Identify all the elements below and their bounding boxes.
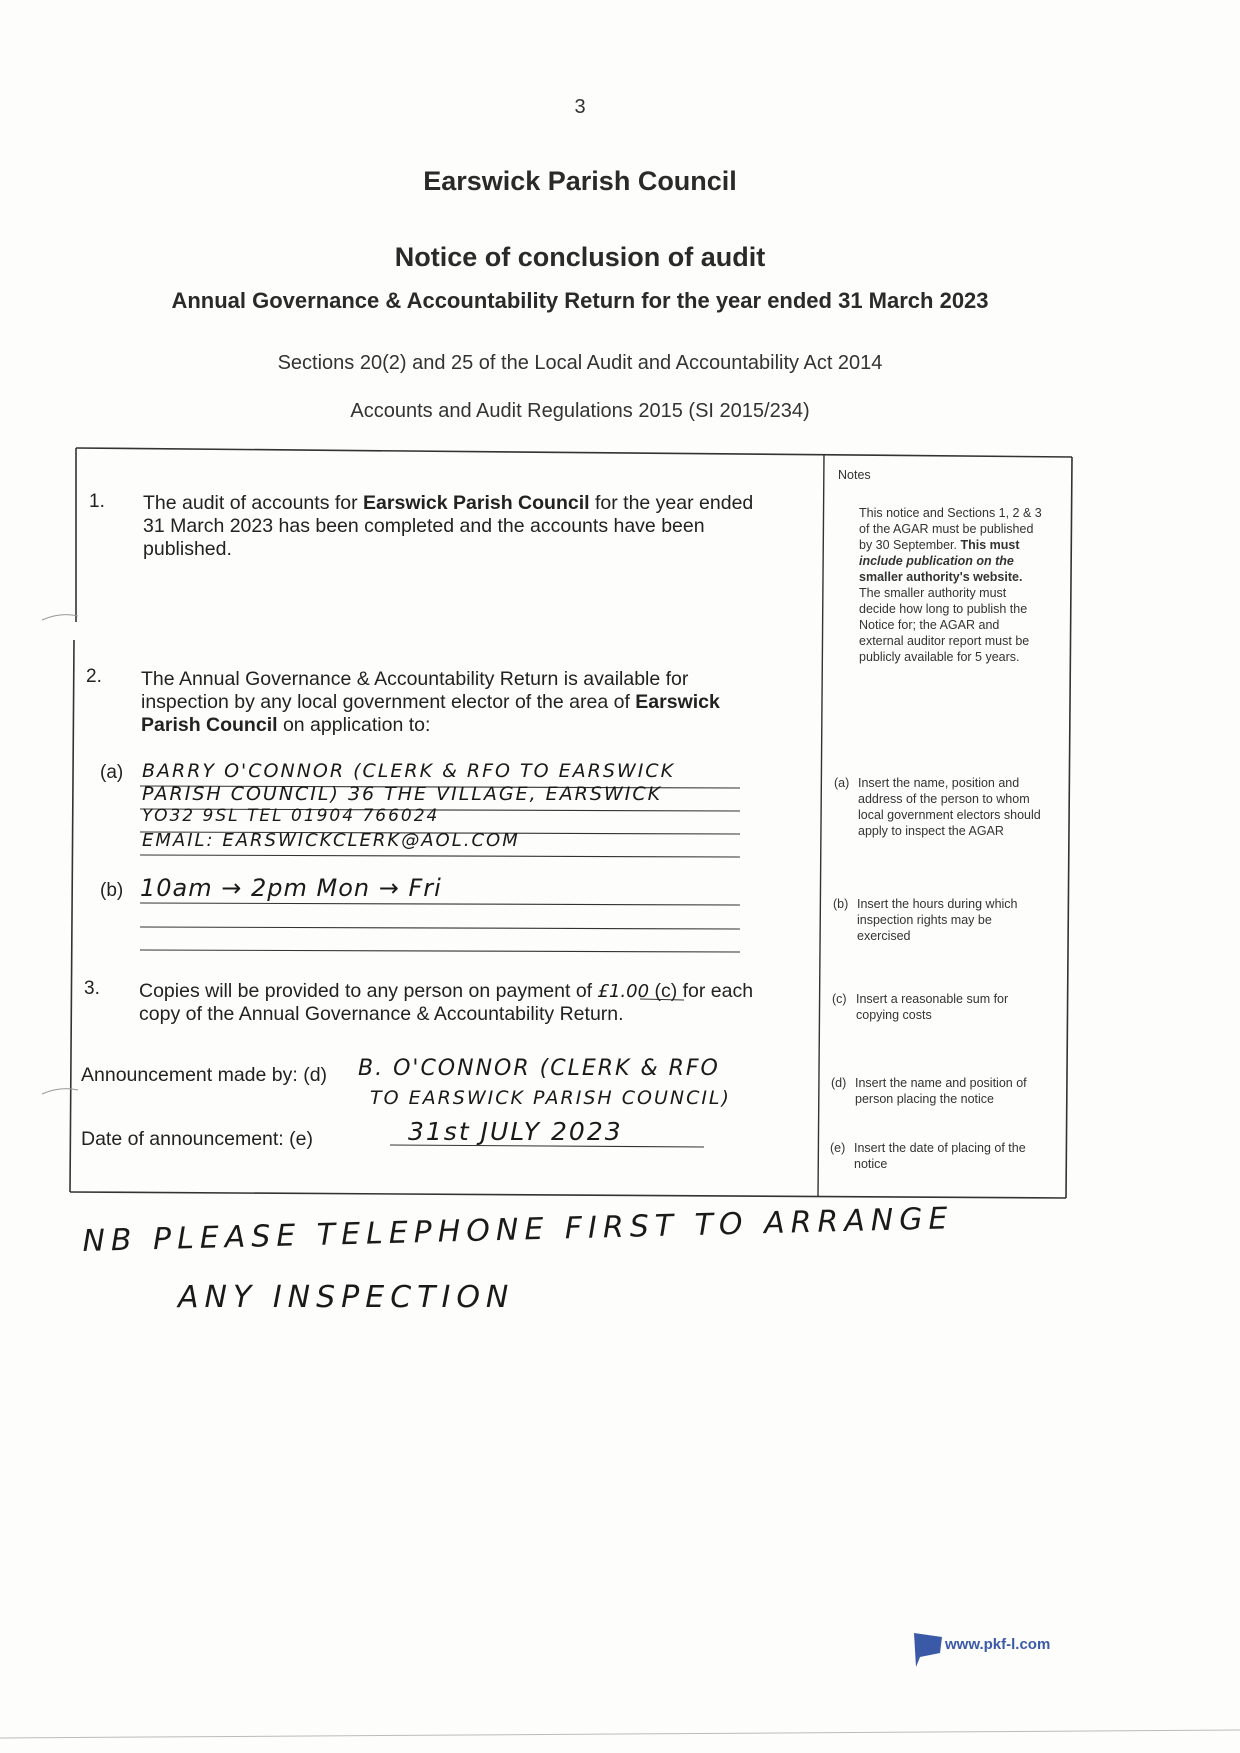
- page-subtitle: Annual Governance & Accountability Return for the year ended 31 March 2023: [171, 288, 989, 313]
- field-a-label: (a): [100, 762, 124, 783]
- date-label: Date of announcement: (e): [81, 1128, 313, 1150]
- date-value: 31st JULY 2023: [408, 1117, 623, 1146]
- website-link[interactable]: www.pkf-l.com: [945, 1636, 1051, 1653]
- note-e-text: Insert the date of placing of the notice: [854, 1141, 1026, 1171]
- page-number: 3: [574, 96, 586, 118]
- copy-fee-amount: £1.00: [597, 981, 650, 1002]
- section-1-text: The audit of accounts for Earswick Parish Council for the year ended 31 March 2023 has been completed and the accounts have been published.: [143, 492, 754, 560]
- section-1-number: 1.: [89, 491, 105, 512]
- note-b-label: (b): [833, 897, 849, 911]
- legal-reference-act: Sections 20(2) and 25 of the Local Audit and Accountability Act 2014: [277, 352, 883, 374]
- notes-main: This notice and Sections 1, 2 & 3 of the AGAR must be published by 30 September. This must include publication on the smaller authority's website. The smaller authority must decide how long to publish the Notice for; the AGAR and external auditor report must be publicly available for 5 years.: [859, 506, 1042, 664]
- field-a-line-1: BARRY O'CONNOR (CLERK & RFO TO EARSWICK: [142, 760, 676, 782]
- section-3-text: Copies will be provided to any person on payment of £1.00 (c) for each copy of the Annual Governance & Accountability Return.: [139, 980, 754, 1025]
- note-a-label: (a): [834, 776, 850, 790]
- field-b-value: 10am → 2pm Mon → Fri: [140, 874, 442, 902]
- announcement-value-line-2: TO EARSWICK PARISH COUNCIL): [370, 1087, 731, 1109]
- field-b-label: (b): [100, 880, 124, 901]
- note-c-text: Insert a reasonable sum for copying costs: [856, 992, 1009, 1022]
- note-d-label: (d): [831, 1076, 847, 1090]
- section-3-number: 3.: [84, 978, 100, 999]
- section-2-text: The Annual Governance & Accountability Return is available for inspection by any local government elector of the area of Earswick Parish Council on application to:: [141, 668, 720, 736]
- handwritten-note-line-2: ANY INSPECTION: [178, 1280, 515, 1315]
- council-name: Earswick Parish Council: [423, 166, 737, 196]
- legal-reference-regulations: Accounts and Audit Regulations 2015 (SI 2015/234): [350, 400, 810, 422]
- note-c-label: (c): [832, 992, 847, 1006]
- section-2-number: 2.: [86, 666, 102, 687]
- field-a-line-2: PARISH COUNCIL) 36 THE VILLAGE, EARSWICK: [142, 783, 663, 805]
- field-a-line-4: EMAIL: EARSWICKCLERK@AOL.COM: [142, 830, 520, 851]
- note-b-text: Insert the hours during which inspection rights may be exercised: [857, 897, 1018, 943]
- announcement-value-line-1: B. O'CONNOR (CLERK & RFO: [358, 1056, 720, 1081]
- page-title: Notice of conclusion of audit: [394, 242, 766, 272]
- notes-heading: Notes: [838, 468, 871, 482]
- announcement-label: Announcement made by: (d): [81, 1064, 328, 1086]
- note-e-label: (e): [830, 1141, 846, 1155]
- pkf-logo-icon: [914, 1633, 942, 1667]
- field-a-line-3: YO32 9SL TEL 01904 766024: [142, 806, 440, 826]
- note-a-text: Insert the name, position and address of the person to whom local government electors should apply to inspect the AGAR: [858, 776, 1041, 838]
- note-d-text: Insert the name and position of person placing the notice: [855, 1076, 1027, 1106]
- handwritten-note-line-1: NB PLEASE TELEPHONE FIRST TO ARRANGE: [82, 1201, 954, 1259]
